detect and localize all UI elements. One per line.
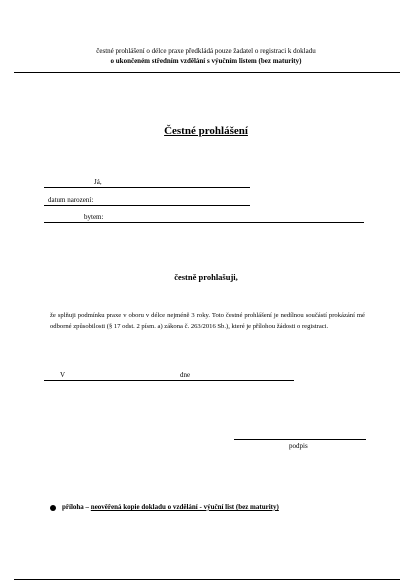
birth-date-line	[44, 205, 250, 206]
signature-label: podpis	[289, 442, 308, 450]
document-header	[40, 46, 372, 66]
header-divider	[14, 72, 400, 73]
attachment-note	[62, 502, 279, 512]
residence-label: bytem:	[84, 213, 104, 221]
declaration-heading: čestně prohlašuji,	[174, 272, 238, 282]
document-title: Čestné prohlášení	[164, 125, 248, 137]
bullet-icon	[50, 505, 56, 511]
place-label: V	[60, 371, 66, 379]
header-line-2: o ukončeném středním vzdělání s výučním listem (bez maturity)	[110, 57, 302, 65]
place-date-line	[44, 380, 294, 381]
date-label: dne	[180, 371, 191, 379]
name-line	[44, 187, 250, 188]
declaration-body: že splňuji podmínku praxe v oboru v délce nejméně 3 roky. Toto čestné prohlášení je nedílnou součástí prokázání mé odborné způsobilosti (§ 17 odst. 2 písm. a) zákona č. 263/2016 Sb.), které je přílohou žádosti o registraci.	[50, 312, 365, 330]
footer-divider	[14, 579, 400, 580]
birth-date-label: datum narození:	[48, 196, 94, 204]
attachment-item: neověřená kopie dokladu o vzdělání - výuční list (bez maturity)	[90, 503, 279, 511]
residence-line	[44, 222, 364, 223]
name-label: Já,	[94, 178, 102, 186]
attachment-prefix: příloha –	[62, 503, 90, 511]
signature-line	[234, 439, 366, 440]
header-line-1: čestné prohlášení o délce praxe předkládá pouze žadatel o registraci k dokladu	[96, 47, 316, 55]
